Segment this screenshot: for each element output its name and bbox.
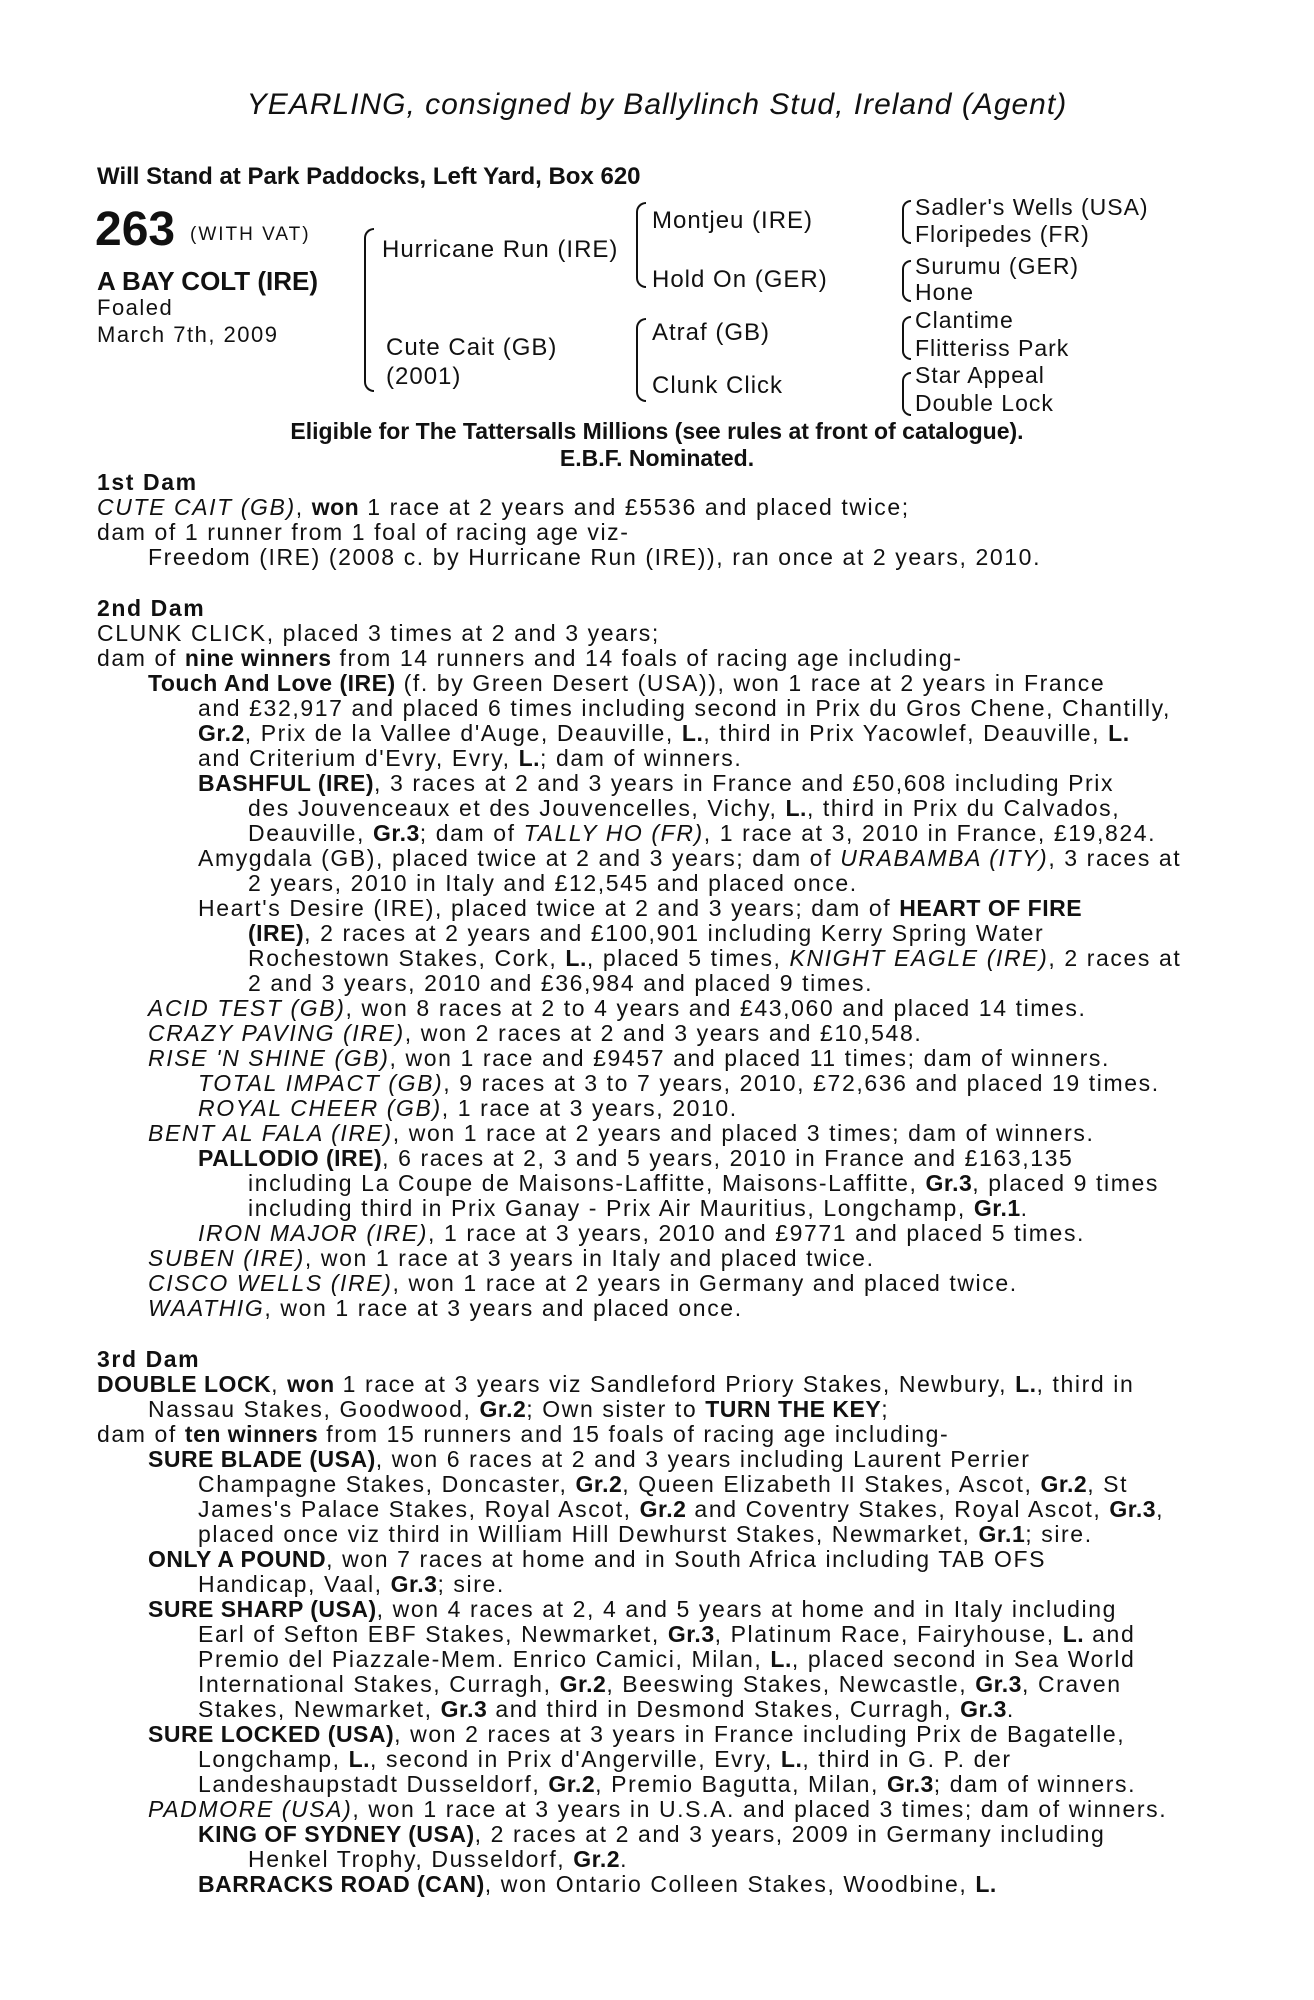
foaled-info bbox=[97, 294, 278, 348]
rise-n-shine-line: RISE 'N SHINE (GB), won 1 race and £9457 and placed 11 times; dam of winners. bbox=[148, 1045, 1110, 1071]
sure-sharp-line-2: Earl of Sefton EBF Stakes, Newmarket, Gr.3, Platinum Race, Fairyhouse, L. and bbox=[198, 1621, 1136, 1647]
cisco-wells-line: CISCO WELLS (IRE), won 1 race at 2 years in Germany and placed twice. bbox=[148, 1270, 1018, 1296]
third-dam-line-1: DOUBLE LOCK, won 1 race at 3 years viz Sandleford Priory Stakes, Newbury, L., third in bbox=[97, 1371, 1135, 1397]
sure-blade-line-3: James's Palace Stakes, Royal Ascot, Gr.2 and Coventry Stakes, Royal Ascot, Gr.3, bbox=[198, 1496, 1165, 1522]
dam-dam: Clunk Click bbox=[652, 372, 784, 399]
heart-line-2: (IRE), 2 races at 2 years and £100,901 including Kerry Spring Water bbox=[248, 920, 1045, 946]
foaled-date: March 7th, 2009 bbox=[97, 322, 279, 347]
dam: Cute Cait (GB) bbox=[386, 334, 558, 361]
vat-label: (WITH VAT) bbox=[190, 224, 311, 245]
pallodio-line-2: including La Coupe de Maisons-Laffitte, Maisons-Laffitte, Gr.3, placed 9 times bbox=[248, 1170, 1159, 1196]
heart-line-3: Rochestown Stakes, Cork, L., placed 5 times, KNIGHT EAGLE (IRE), 2 races at bbox=[248, 945, 1182, 971]
dam-dam-dam: Double Lock bbox=[915, 390, 1054, 416]
barracks-road-line: BARRACKS ROAD (CAN), won Ontario Colleen Stakes, Woodbine, L. bbox=[198, 1871, 997, 1897]
lot-description: A BAY COLT (IRE) bbox=[97, 266, 319, 296]
heart-line-1: Heart's Desire (IRE), placed twice at 2 and 3 years; dam of HEART OF FIRE bbox=[198, 895, 1083, 921]
royal-cheer-line: ROYAL CHEER (GB), 1 race at 3 years, 2010. bbox=[198, 1095, 738, 1121]
sure-blade-line-1: SURE BLADE (USA), won 6 races at 2 and 3 years including Laurent Perrier bbox=[148, 1446, 1031, 1472]
brace-dam bbox=[636, 318, 646, 402]
touch-line-2: and £32,917 and placed 6 times including second in Prix du Gros Chene, Chantilly, bbox=[198, 695, 1172, 721]
first-dam-heading: 1st Dam bbox=[97, 469, 198, 495]
touch-line-1: Touch And Love (IRE) (f. by Green Desert (USA)), won 1 race at 2 years in France bbox=[148, 670, 1106, 696]
only-a-pound-line-2: Handicap, Vaal, Gr.3; sire. bbox=[198, 1571, 505, 1597]
sire-dam-sire: Surumu (GER) bbox=[915, 253, 1080, 279]
first-dam-line-3: Freedom (IRE) (2008 c. by Hurricane Run (IRE)), ran once at 2 years, 2010. bbox=[148, 544, 1042, 570]
first-dam-line-1: CUTE CAIT (GB), won 1 race at 2 years and £5536 and placed twice; bbox=[97, 494, 910, 520]
sure-locked-line-1: SURE LOCKED (USA), won 2 races at 3 years in France including Prix de Bagatelle, bbox=[148, 1721, 1126, 1747]
total-impact-line: TOTAL IMPACT (GB), 9 races at 3 to 7 years, 2010, £72,636 and placed 19 times. bbox=[198, 1070, 1160, 1096]
dam-sire-sire: Clantime bbox=[915, 307, 1014, 333]
sure-locked-line-2: Longchamp, L., second in Prix d'Angerville, Evry, L., third in G. P. der bbox=[198, 1746, 1012, 1772]
brace-sd bbox=[902, 260, 911, 302]
brace-ss bbox=[902, 200, 911, 244]
sure-sharp-line-1: SURE SHARP (USA), won 4 races at 2, 4 and 5 years at home and in Italy including bbox=[148, 1596, 1118, 1622]
foaled-label: Foaled bbox=[97, 295, 174, 320]
sire-sire-sire: Sadler's Wells (USA) bbox=[915, 194, 1149, 220]
page-header: YEARLING, consigned by Ballylinch Stud, Ireland (Agent) bbox=[246, 88, 1068, 121]
sure-locked-line-3: Landeshaupstadt Dusseldorf, Gr.2, Premio Bagutta, Milan, Gr.3; dam of winners. bbox=[198, 1771, 1137, 1797]
second-dam-line-2: dam of nine winners from 14 runners and 14 foals of racing age including- bbox=[97, 645, 963, 671]
sure-sharp-line-3: Premio del Piazzale-Mem. Enrico Camici, Milan, L., placed second in Sea World bbox=[198, 1646, 1136, 1672]
third-dam-line-2: Nassau Stakes, Goodwood, Gr.2; Own sister to TURN THE KEY; bbox=[148, 1396, 890, 1422]
third-dam-line-3: dam of ten winners from 15 runners and 15 foals of racing age including- bbox=[97, 1421, 950, 1447]
second-dam-line-1: CLUNK CLICK, placed 3 times at 2 and 3 years; bbox=[97, 620, 660, 646]
only-a-pound-line-1: ONLY A POUND, won 7 races at home and in South Africa including TAB OFS bbox=[148, 1546, 1047, 1572]
dam-dam-sire: Star Appeal bbox=[915, 362, 1045, 388]
dam-sire: Atraf (GB) bbox=[652, 319, 771, 346]
iron-major-line: IRON MAJOR (IRE), 1 race at 3 years, 2010 and £9771 and placed 5 times. bbox=[198, 1220, 1086, 1246]
sure-blade-line-2: Champagne Stakes, Doncaster, Gr.2, Queen Elizabeth II Stakes, Ascot, Gr.2, St bbox=[198, 1471, 1129, 1497]
dam-sire-dam: Flitteriss Park bbox=[915, 335, 1070, 361]
third-dam-heading: 3rd Dam bbox=[97, 1346, 201, 1372]
sire-dam-dam: Hone bbox=[915, 279, 974, 305]
amygdala-line-1: Amygdala (GB), placed twice at 2 and 3 years; dam of URABAMBA (ITY), 3 races at bbox=[198, 845, 1182, 871]
eligible-notice: Eligible for The Tattersalls Millions (see rules at front of catalogue). bbox=[290, 418, 1024, 444]
second-dam-heading: 2nd Dam bbox=[97, 595, 206, 621]
touch-line-3: Gr.2, Prix de la Vallee d'Auge, Deauville, L., third in Prix Yacowlef, Deauville, L. bbox=[198, 720, 1130, 746]
sure-sharp-line-4: International Stakes, Curragh, Gr.2, Beeswing Stakes, Newcastle, Gr.3, Craven bbox=[198, 1671, 1122, 1697]
king-of-sydney-line-2: Henkel Trophy, Dusseldorf, Gr.2. bbox=[248, 1846, 629, 1872]
padmore-line: PADMORE (USA), won 1 race at 3 years in U.S.A. and placed 3 times; dam of winners. bbox=[148, 1796, 1168, 1822]
bashful-line-3: Deauville, Gr.3; dam of TALLY HO (FR), 1 race at 3, 2010 in France, £19,824. bbox=[248, 820, 1157, 846]
sure-sharp-line-5: Stakes, Newmarket, Gr.3 and third in Desmond Stakes, Curragh, Gr.3. bbox=[198, 1696, 1015, 1722]
pallodio-line-1: PALLODIO (IRE), 6 races at 2, 3 and 5 years, 2010 in France and £163,135 bbox=[198, 1145, 1074, 1171]
first-dam-line-2: dam of 1 runner from 1 foal of racing age viz- bbox=[97, 519, 630, 545]
suben-line: SUBEN (IRE), won 1 race at 3 years in Italy and placed twice. bbox=[148, 1245, 875, 1271]
sure-blade-line-4: placed once viz third in William Hill Dewhurst Stakes, Newmarket, Gr.1; sire. bbox=[198, 1521, 1093, 1547]
bashful-line-1: BASHFUL (IRE), 3 races at 2 and 3 years in France and £50,608 including Prix bbox=[198, 770, 1115, 796]
brace-sire bbox=[636, 202, 646, 288]
touch-line-4: and Criterium d'Evry, Evry, L.; dam of winners. bbox=[198, 745, 743, 771]
sire-dam: Hold On (GER) bbox=[652, 266, 828, 293]
pallodio-line-3: including third in Prix Ganay - Prix Air Mauritius, Longchamp, Gr.1. bbox=[248, 1195, 1029, 1221]
lot-number: 263 bbox=[95, 203, 176, 256]
sire: Hurricane Run (IRE) bbox=[382, 236, 619, 263]
waathig-line: WAATHIG, won 1 race at 3 years and placed once. bbox=[148, 1295, 743, 1321]
crazy-paving-line: CRAZY PAVING (IRE), won 2 races at 2 and 3 years and £10,548. bbox=[148, 1020, 923, 1046]
brace-dd bbox=[902, 372, 911, 416]
stand-location: Will Stand at Park Paddocks, Left Yard, Box 620 bbox=[97, 163, 641, 190]
acid-test-line: ACID TEST (GB), won 8 races at 2 to 4 years and £43,060 and placed 14 times. bbox=[148, 995, 1087, 1021]
ebf-notice: E.B.F. Nominated. bbox=[559, 445, 755, 471]
amygdala-line-2: 2 years, 2010 in Italy and £12,545 and placed once. bbox=[248, 870, 858, 896]
king-of-sydney-line-1: KING OF SYDNEY (USA), 2 races at 2 and 3 years, 2009 in Germany including bbox=[198, 1821, 1106, 1847]
brace-main bbox=[364, 228, 374, 392]
sire-sire: Montjeu (IRE) bbox=[652, 207, 814, 234]
brace-ds bbox=[902, 316, 911, 360]
dam-year: (2001) bbox=[386, 363, 462, 390]
heart-line-4: 2 and 3 years, 2010 and £36,984 and placed 9 times. bbox=[248, 970, 874, 996]
bent-al-fala-line: BENT AL FALA (IRE), won 1 race at 2 years and placed 3 times; dam of winners. bbox=[148, 1120, 1095, 1146]
sire-sire-dam: Floripedes (FR) bbox=[915, 221, 1090, 247]
bashful-line-2: des Jouvenceaux et des Jouvencelles, Vichy, L., third in Prix du Calvados, bbox=[248, 795, 1121, 821]
